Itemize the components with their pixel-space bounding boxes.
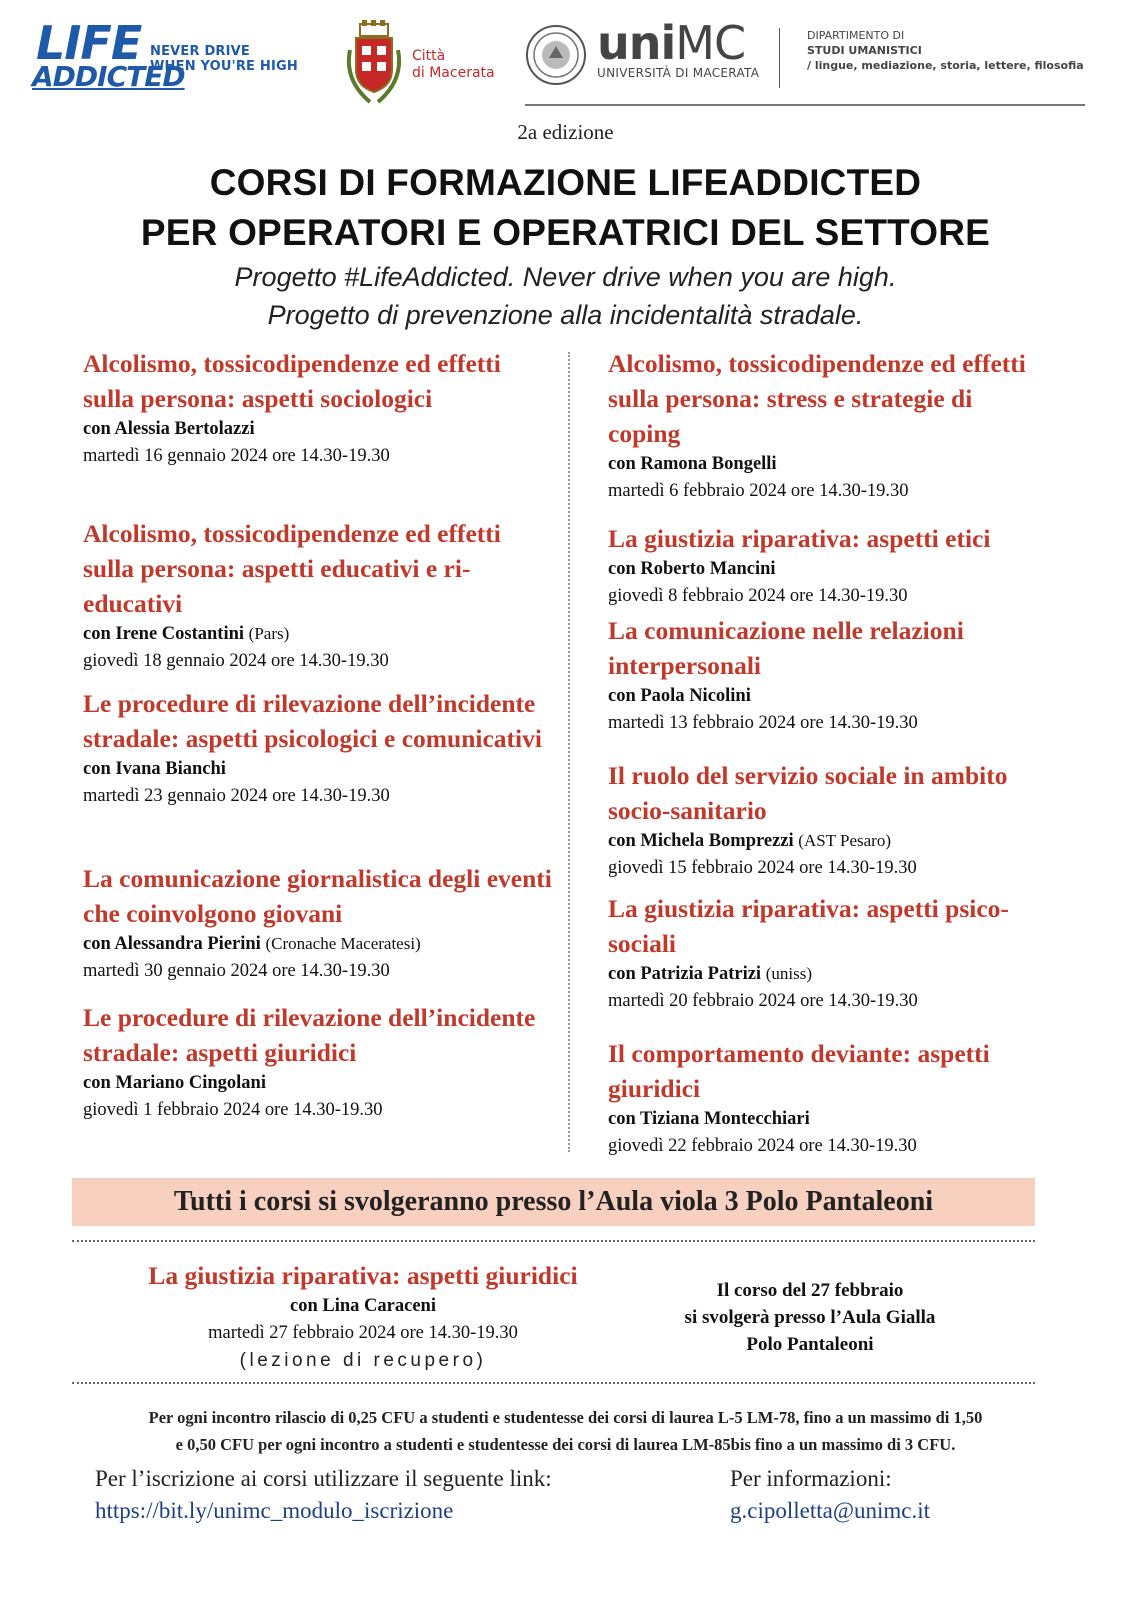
course-teacher: con Michela Bomprezzi [608, 831, 794, 851]
course-teacher: con Roberto Mancini [608, 559, 776, 579]
logo-tagline-2: WHEN YOU'RE HIGH [150, 59, 298, 74]
department-name [807, 28, 1084, 73]
course-teacher-line [83, 621, 558, 647]
header-underline [525, 104, 1085, 106]
citta-di-macerata-logo [340, 20, 510, 110]
course-title: La comunicazione nelle relazioni interpersonali [608, 616, 964, 680]
recovery-venue-note [650, 1277, 970, 1358]
course-item [83, 686, 553, 810]
course-item [608, 758, 1028, 882]
unimc-wordmark [597, 16, 745, 70]
course-date: martedì 6 febbraio 2024 ore 14.30-19.30 [608, 481, 909, 501]
logo-tagline-1: NEVER DRIVE [150, 44, 251, 59]
enrollment-label: Per l’iscrizione ai corsi utilizzare il seguente link: [95, 1466, 552, 1491]
unimc-word-mc: MC [675, 16, 746, 70]
course-title: La comunicazione giornalistica degli eventi che coinvolgono giovani [83, 864, 552, 928]
course-title: Le procedure di rilevazione dell’incidente stradale: aspetti giuridici [83, 1003, 536, 1067]
enrollment-link[interactable]: https://bit.ly/unimc_modulo_iscrizione [95, 1498, 454, 1523]
course-teacher: con Alessandra Pierini [83, 934, 261, 954]
course-date: martedì 27 febbraio 2024 ore 14.30-19.30 [208, 1323, 518, 1343]
unimc-header [525, 16, 1085, 106]
course-teacher-line [608, 961, 1028, 987]
venue-banner: Tutti i corsi si svolgeranno presso l’Aula viola 3 Polo Pantaleoni [72, 1178, 1035, 1226]
course-title: Alcolismo, tossicodipendenze ed effetti sulla persona: aspetti sociologici [83, 349, 501, 413]
course-teacher: con Lina Caraceni [290, 1296, 436, 1316]
course-date: martedì 30 gennaio 2024 ore 14.30-19.30 [83, 961, 390, 981]
cfu-notice [40, 1404, 1091, 1458]
course-teacher: con Irene Costantini [83, 624, 245, 644]
course-item [83, 1000, 553, 1124]
course-date: giovedì 22 febbraio 2024 ore 14.30-19.30 [608, 1136, 917, 1156]
course-item [83, 516, 558, 675]
course-date: martedì 13 febbraio 2024 ore 14.30-19.30 [608, 713, 918, 733]
info-email-link[interactable]: g.cipolletta@unimc.it [730, 1498, 931, 1523]
course-teacher-org: (Pars) [248, 624, 290, 643]
course-title: La giustizia riparativa: aspetti giuridici [148, 1261, 578, 1290]
cfu-line1: Per ogni incontro rilascio di 0,25 CFU a studenti e studentesse dei corsi di laurea L-5 LM-78, fino a un massimo di 1,50 [148, 1408, 983, 1427]
dotted-divider [72, 1382, 1035, 1384]
recovery-note: (lezione di recupero) [239, 1350, 487, 1371]
recovery-venue-line1: Il corso del 27 febbraio [716, 1280, 904, 1301]
course-teacher-line [608, 828, 1028, 854]
logo-word-life: LIFE [36, 16, 142, 70]
recovery-venue-line2: si svolgerà presso l’Aula Gialla [684, 1307, 936, 1328]
course-title: Il comportamento deviante: aspetti giuridici [608, 1039, 990, 1103]
course-title: Le procedure di rilevazione dell’incidente stradale: aspetti psicologici e comunicativi [83, 689, 542, 753]
course-date: martedì 20 febbraio 2024 ore 14.30-19.30 [608, 991, 918, 1011]
course-title: Il ruolo del servizio sociale in ambito socio-sanitario [608, 761, 1008, 825]
recovery-venue-line3: Polo Pantaleoni [746, 1334, 874, 1355]
dotted-divider [72, 1240, 1035, 1242]
course-teacher-org: (AST Pesaro) [798, 831, 891, 850]
course-item [608, 521, 1058, 610]
course-date: martedì 23 gennaio 2024 ore 14.30-19.30 [83, 786, 390, 806]
department-line2: STUDI UMANISTICI [807, 44, 922, 57]
course-title: La giustizia riparativa: aspetti etici [608, 524, 991, 553]
course-date: giovedì 15 febbraio 2024 ore 14.30-19.30 [608, 858, 917, 878]
course-item [608, 891, 1028, 1015]
recovery-course [88, 1258, 638, 1375]
course-date: martedì 16 gennaio 2024 ore 14.30-19.30 [83, 446, 390, 466]
header-separator [779, 28, 780, 88]
unimc-subtitle: UNIVERSITÀ DI MACERATA [597, 66, 760, 80]
macerata-line2: di Macerata [412, 65, 495, 81]
course-teacher: con Ivana Bianchi [83, 759, 226, 779]
subtitle-line1: Progetto #LifeAddicted. Never drive when you are high. [234, 262, 897, 292]
course-title: La giustizia riparativa: aspetti psico-sociali [608, 894, 1009, 958]
macerata-crest-icon [340, 20, 408, 108]
lifeaddicted-logo [30, 14, 320, 98]
info-label: Per informazioni: [730, 1466, 892, 1491]
university-seal-icon [525, 24, 587, 86]
edition-label: 2a edizione [517, 120, 614, 144]
course-date: giovedì 18 gennaio 2024 ore 14.30-19.30 [83, 651, 389, 671]
course-teacher-line [83, 931, 553, 957]
course-date: giovedì 8 febbraio 2024 ore 14.30-19.30 [608, 586, 908, 606]
macerata-line1: Città [412, 48, 446, 64]
page-title-line2: PER OPERATORI E OPERATRICI DEL SETTORE [140, 212, 991, 253]
course-item [608, 613, 1048, 737]
course-teacher: con Ramona Bongelli [608, 454, 777, 474]
department-line3: / lingue, mediazione, storia, lettere, filosofia [807, 59, 1084, 72]
subtitle-line2: Progetto di prevenzione alla incidentalità stradale. [267, 300, 864, 330]
course-title: Alcolismo, tossicodipendenze ed effetti sulla persona: aspetti educativi e ri-educativi [83, 519, 501, 618]
course-teacher: con Tiziana Montecchiari [608, 1109, 810, 1129]
course-teacher-org: (Cronache Maceratesi) [265, 934, 421, 953]
course-teacher: con Mariano Cingolani [83, 1073, 266, 1093]
course-item [83, 346, 553, 470]
department-line1: DIPARTIMENTO DI [807, 29, 905, 42]
unimc-word-uni: uni [597, 16, 676, 70]
course-teacher-org: (uniss) [765, 964, 812, 983]
course-teacher: con Paola Nicolini [608, 686, 751, 706]
course-title: Alcolismo, tossicodipendenze ed effetti sulla persona: stress e strategie di coping [608, 349, 1026, 448]
column-divider [568, 352, 570, 1152]
course-item [608, 1036, 1058, 1160]
course-teacher: con Patrizia Patrizi [608, 964, 762, 984]
course-item [608, 346, 1048, 505]
page-title-line1: CORSI DI FORMAZIONE LIFEADDICTED [209, 162, 922, 203]
course-date: giovedì 1 febbraio 2024 ore 14.30-19.30 [83, 1100, 383, 1120]
logo-word-addicted: ADDICTED [32, 60, 185, 93]
course-item [83, 861, 553, 985]
cfu-line2: e 0,50 CFU per ogni incontro a studenti e studentesse dei corsi di laurea LM-85bis fino a un massimo di 3 CFU. [175, 1435, 956, 1454]
course-teacher: con Alessia Bertolazzi [83, 419, 255, 439]
macerata-logo-text [412, 48, 495, 82]
